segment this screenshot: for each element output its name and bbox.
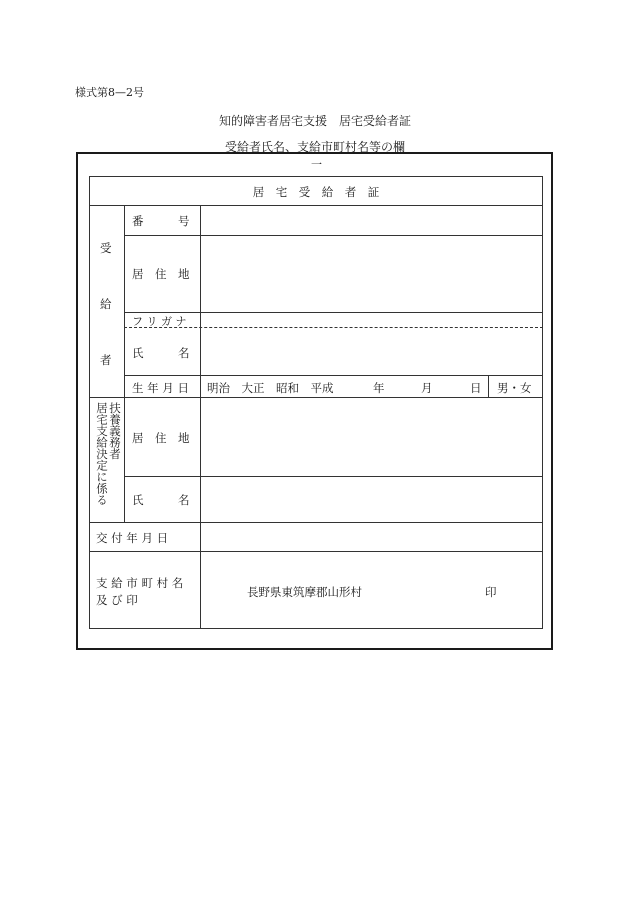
guardian-subgroup-label: 居宅支給決定に係る: [95, 402, 109, 506]
guardian-label-name: 氏 名: [132, 493, 190, 507]
label-birthdate: 生 年 月 日: [132, 381, 189, 395]
guardian-label-divider: [200, 397, 201, 523]
guardian-label-address: 居 住 地: [132, 431, 190, 445]
label-issue-date: 交 付 年 月 日: [96, 531, 169, 545]
furigana-dashed-line: [124, 327, 543, 328]
birthdate-month: 月: [421, 381, 433, 395]
recipient-group-char-2: 給: [100, 297, 112, 311]
guardian-group-label: 扶養義務者: [108, 402, 122, 460]
label-name: 氏 名: [132, 346, 190, 360]
row-line-number: [124, 235, 543, 236]
issue-date-divider: [200, 522, 201, 552]
birthdate-day: 日: [470, 381, 482, 395]
document-title: 知的障害者居宅支援 居宅受給者証: [218, 114, 411, 128]
section-number: 一: [311, 158, 322, 171]
guardian-row-line: [124, 476, 543, 477]
sex-divider: [488, 375, 489, 398]
birthdate-year: 年: [373, 381, 385, 395]
recipient-label-divider: [200, 205, 201, 398]
sex-field: 男・女: [497, 381, 532, 395]
recipient-group-char-1: 受: [100, 241, 112, 255]
label-furigana: フ リ ガ ナ: [132, 315, 187, 328]
birthdate-eras: 明治 大正 昭和 平成: [207, 381, 334, 395]
table-heading: 居 宅 受 給 者 証: [252, 185, 380, 199]
municipality-divider: [200, 551, 201, 629]
recipient-block: [89, 205, 543, 398]
label-municipality-line1: 支 給 市 町 村 名: [96, 576, 184, 590]
guardian-group-divider: [124, 397, 125, 523]
recipient-group-char-3: 者: [100, 353, 112, 367]
recipient-group-divider: [124, 205, 125, 398]
label-number: 番 号: [132, 214, 190, 228]
seal-mark: 印: [485, 585, 497, 599]
label-address: 居 住 地: [132, 267, 190, 281]
document-subtitle: 受給者氏名、支給市町村名等の欄: [224, 140, 405, 154]
municipality-value: 長野県東筑摩郡山形村: [247, 585, 362, 599]
label-municipality-line2: 及 び 印: [96, 593, 138, 607]
row-line-name: [124, 375, 543, 376]
row-line-address: [124, 312, 543, 313]
form-number: 様式第8—2号: [75, 86, 144, 99]
